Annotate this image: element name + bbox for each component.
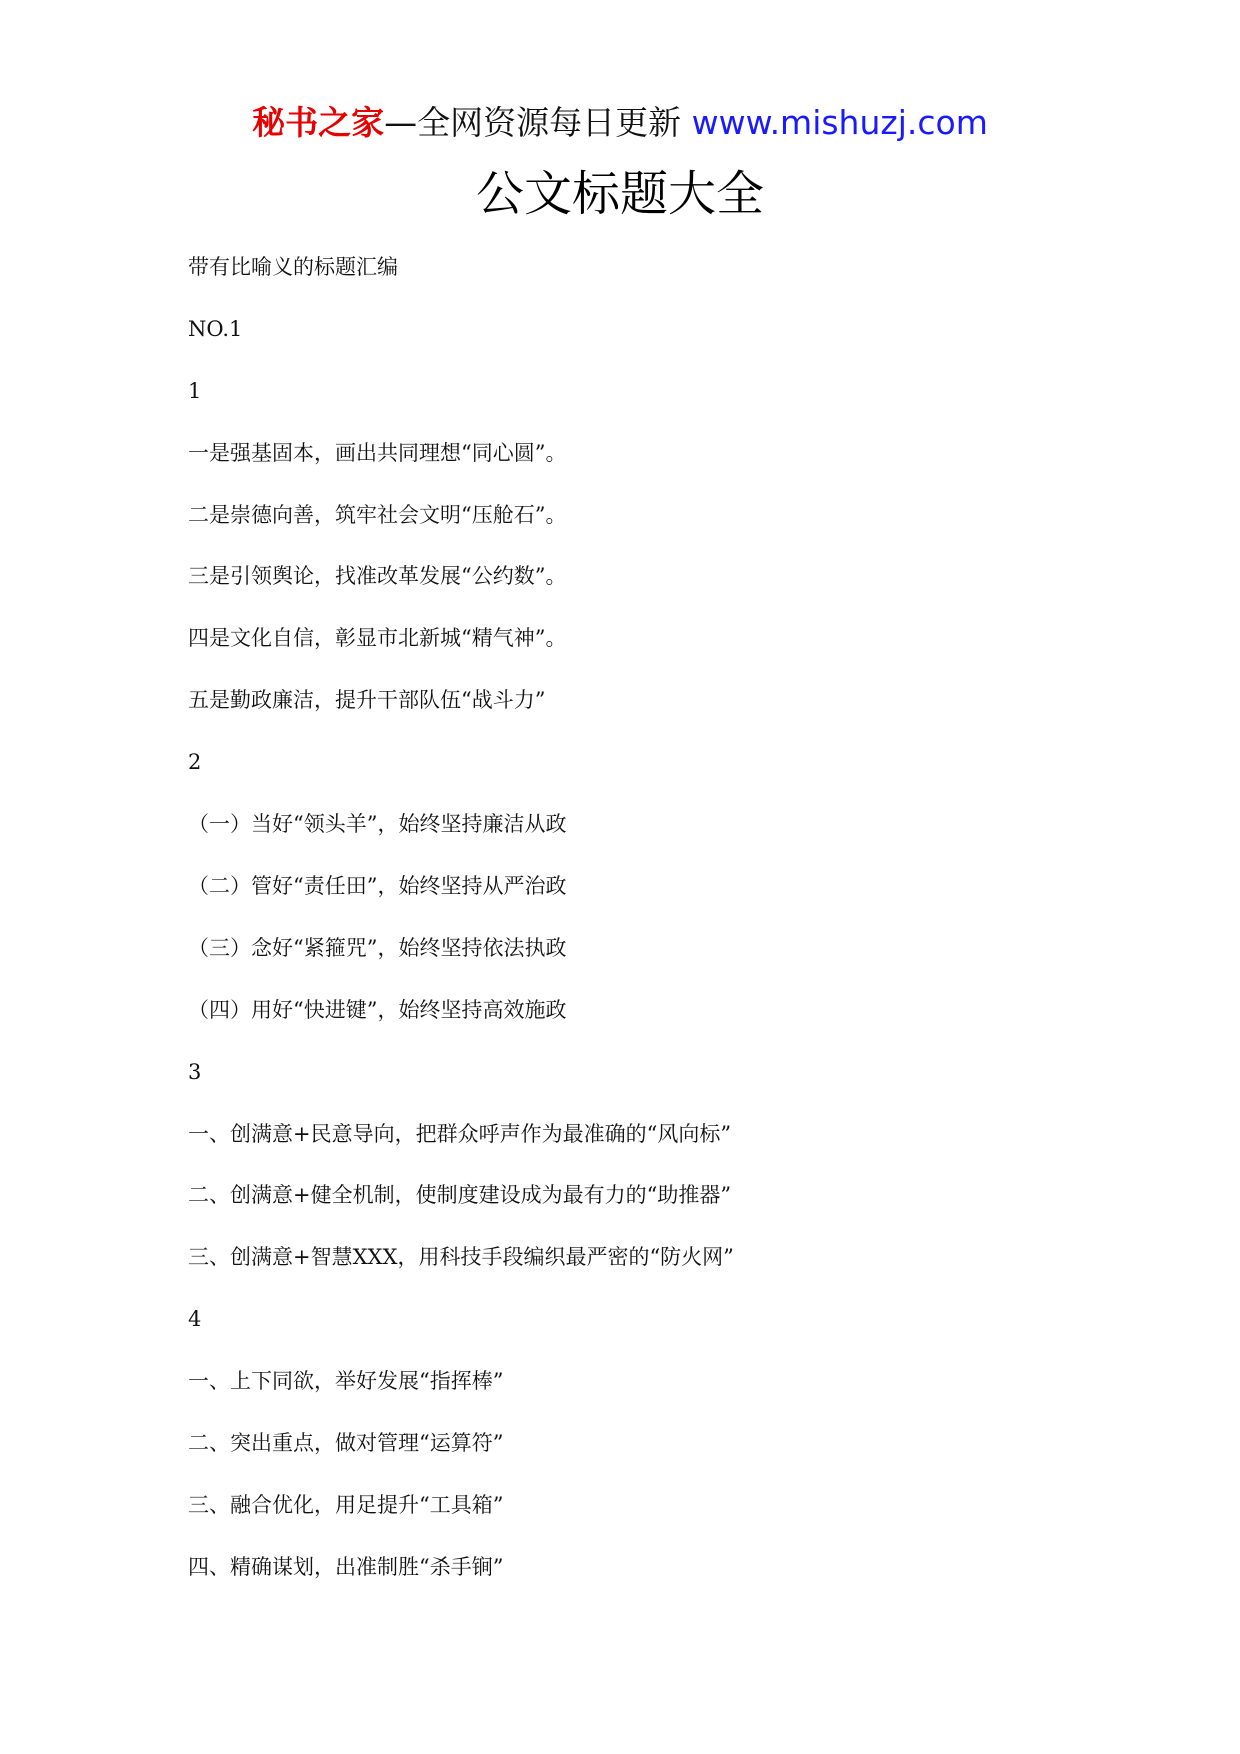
title-line: 二、突出重点，做对管理“运算符” xyxy=(188,1431,504,1455)
title-line: 二是崇德向善，筑牢社会文明“压舱石”。 xyxy=(188,503,567,527)
title-line: 四、精确谋划，出准制胜“杀手锏” xyxy=(188,1555,504,1579)
title-line: 三是引领舆论，找准改革发展“公约数”。 xyxy=(188,564,567,588)
title-line: 四是文化自信，彰显市北新城“精气神”。 xyxy=(188,626,567,650)
group-number: 3 xyxy=(188,1060,202,1084)
group-label: NO.1 xyxy=(188,317,243,341)
document-title: 公文标题大全 xyxy=(475,166,764,222)
group-number: 1 xyxy=(188,379,202,403)
title-line: 一、创满意+民意导向，把群众呼声作为最准确的“风向标” xyxy=(188,1122,732,1146)
title-line: （四）用好“快进键”，始终坚持高效施政 xyxy=(188,998,567,1022)
title-line: （二）管好“责任田”，始终坚持从严治政 xyxy=(188,874,567,898)
section-heading: 带有比喻义的标题汇编 xyxy=(188,255,398,279)
title-line: 一、上下同欲，举好发展“指挥棒” xyxy=(188,1369,504,1393)
site-url-link[interactable]: www.mishuzj.com xyxy=(691,103,988,142)
group-number: 2 xyxy=(188,750,202,774)
title-line: 一是强基固本，画出共同理想“同心圆”。 xyxy=(188,441,567,465)
brand-name: 秘书之家 xyxy=(252,103,385,142)
title-line: 三、融合优化，用足提升“工具箱” xyxy=(188,1493,504,1517)
title-line: 五是勤政廉洁，提升干部队伍“战斗力” xyxy=(188,688,546,712)
banner-tagline: —全网资源每日更新 xyxy=(384,103,692,142)
site-banner xyxy=(0,100,1240,146)
title-line: （三）念好“紧箍咒”，始终坚持依法执政 xyxy=(188,936,567,960)
title-line: 三、创满意+智慧XXX，用科技手段编织最严密的“防火网” xyxy=(188,1245,734,1269)
group-number: 4 xyxy=(188,1307,202,1331)
title-line: 二、创满意+健全机制，使制度建设成为最有力的“助推器” xyxy=(188,1183,732,1207)
title-line: （一）当好“领头羊”，始终坚持廉洁从政 xyxy=(188,812,567,836)
